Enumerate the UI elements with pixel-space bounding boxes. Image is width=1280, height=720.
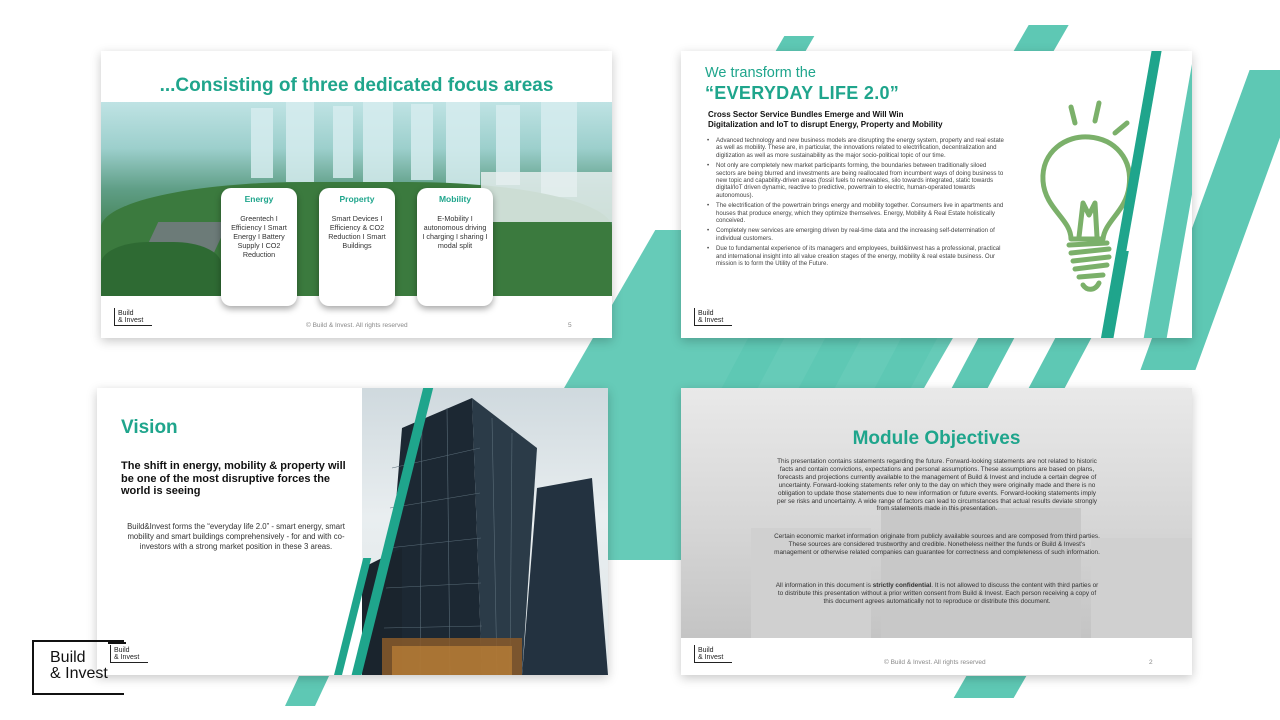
slide-subtitle: Cross Sector Service Bundles Emerge and Will Win Digitalization and IoT to disrupt Energy, Property and Mobility: [708, 110, 943, 129]
disclaimer-paragraph: Certain economic market information originate from publicly available sources and are composed from third parties. These sources are considered trustworthy and credible. Nonetheless neither the funds or Build & Invest's management or otherwise related companies can guarantee for correctness and completeness of such information.: [774, 533, 1100, 556]
copyright-text: © Build & Invest. All rights reserved: [306, 322, 408, 329]
card-body: E-Mobility I autonomous driving I charging I sharing I modal split: [422, 214, 488, 250]
brand-logo-large: Build & Invest: [32, 640, 132, 695]
card-title: Mobility: [438, 194, 472, 204]
list-item: • Due to fundamental experience of its managers and employees, build&invest has a professional, practical and international insight into all value creation stages of the energy, mobility & real estate business. Our mission is to form the Utility of the Future.: [706, 245, 1004, 267]
background-stripe: [952, 338, 1015, 388]
background-stripe: [776, 36, 815, 51]
slide-everyday-life[interactable]: [681, 51, 1192, 338]
brand-logo: Build & Invest: [110, 645, 148, 663]
brand-logo: Build & Invest: [114, 308, 152, 326]
page-number: 2: [1149, 659, 1153, 666]
card-title: Property: [339, 194, 375, 204]
slide-title: ...Consisting of three dedicated focus areas: [159, 75, 554, 96]
brand-logo: Build & Invest: [694, 645, 732, 663]
background-stripe: [1029, 338, 1092, 388]
skyscraper-photo: [362, 388, 608, 675]
slide-headline: “EVERYDAY LIFE 2.0”: [705, 83, 900, 103]
brand-logo: Build & Invest: [694, 308, 732, 326]
slide-module-objectives[interactable]: [681, 388, 1192, 675]
focus-card-mobility: [417, 188, 493, 306]
focus-card-property: [319, 188, 395, 306]
slide-body: Build&Invest forms the “everyday life 2.0” - smart energy, smart mobility and smart buildings comprehensively - for and with co-investors with a strong market position in these 3 areas.: [127, 522, 345, 551]
slide-title: Module Objectives: [852, 428, 1021, 449]
card-body: Smart Devices I Efficiency & CO2 Reduction I Smart Buildings: [328, 214, 386, 250]
list-item: • Completely new services are emerging driven by real-time data and the increasing self-determination of individual customers.: [706, 227, 1004, 242]
background-stripe: [954, 676, 1027, 698]
focus-card-energy: [221, 188, 297, 306]
bullet-list: [706, 137, 1004, 271]
slide-subtitle: The shift in energy, mobility & property will be one of the most disruptive forces the world is seeing: [121, 460, 346, 497]
card-title: Energy: [244, 194, 274, 204]
slide-kicker: We transform the: [705, 65, 816, 81]
slide-title: Vision: [121, 417, 178, 438]
background-stripe: [285, 676, 329, 706]
card-body: Greentech I Efficiency I Smart Energy I Battery Supply I CO2 Reduction: [231, 214, 287, 259]
list-item: • Advanced technology and new business models are disrupting the energy system, property and real estate as well as mobility. These are, in particular, the innovations related to electrification, decentralization and digitization as well as more sustainability as the major socio-political topic of our time.: [706, 137, 1004, 159]
page-number: 5: [568, 322, 572, 329]
list-item: • The electrification of the powertrain brings energy and mobility together. Consumers live in apartments and houses that produce energy, which they optimize themselves. Energy, Mobility & Real Estate holistically conceived.: [706, 202, 1004, 224]
confidentiality-paragraph: All information in this document is strictly confidential. It is not allowed to discuss the content with third parties or to distribute this presentation without a prior written consent from Build & Invest. Each person receiving a copy of this document agrees automatically not to reproduce or distribute this document.: [775, 582, 1099, 605]
slide-vision[interactable]: [97, 388, 608, 675]
copyright-text: © Build & Invest. All rights reserved: [884, 659, 986, 666]
slide-focus-areas[interactable]: [101, 51, 612, 338]
disclaimer-paragraph: This presentation contains statements regarding the future. Forward-looking statements are not related to historic facts and contain convictions, expectations and personal assumptions. These assumptions are based on plans, forecasts and projections currently available to the management of Build & Invest and include a certain degree of uncertainty. Forward-looking statements refer only to the day on which they were originally made and there is no obligation to update those statements due to new information or future events. Forward-looking statements imply per se risks and uncertainty. A wide range of factors can lead to circumstances that actual results deviate strongly from statements made in this presentation.: [777, 458, 1097, 513]
list-item: • Not only are completely new market participants forming, the boundaries between traditionally siloed sectors are being blurred and investments are being reallocated from incumbent ways of doing business to new topic and capability-driven areas (fossil fuels to renewables, silo towards integrated, static towards digital/IoT driven dynamic, reactive to predictive, powertrain to electric, human-operated towards autonomous).: [706, 162, 1004, 199]
